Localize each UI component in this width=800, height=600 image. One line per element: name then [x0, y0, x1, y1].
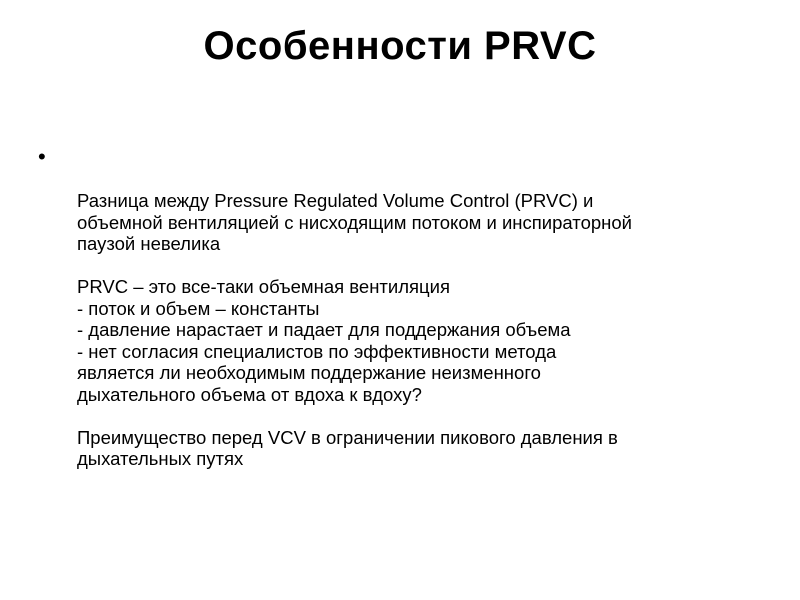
- slide-body: [77, 190, 777, 491]
- text-line: PRVC – это все-таки объемная вентиляция: [77, 276, 450, 297]
- text-line: дыхательного объема от вдоха к вдоху?: [77, 383, 422, 405]
- bullet-marker: •: [38, 144, 46, 169]
- text-line: паузой невелика: [77, 233, 221, 254]
- text-line: объемной вентиляцией с нисходящим потоком и инспираторной: [77, 211, 632, 233]
- paragraph-advantage: [77, 427, 777, 470]
- text-line: - нет согласия специалистов по эффективности метода: [77, 340, 557, 362]
- text-line: - давление нарастает и падает для поддержания объема: [77, 319, 571, 340]
- text-line: является ли необходимым поддержание неизменного: [77, 362, 541, 383]
- paragraph-difference: [77, 190, 777, 255]
- text-line: дыхательных путях: [77, 448, 244, 469]
- text-line: - поток и объем – константы: [77, 297, 320, 319]
- slide-title: Особенности PRVC: [203, 24, 597, 68]
- text-line: Преимущество перед VCV в ограничении пикового давления в: [77, 426, 618, 448]
- paragraph-prvc-volume: [77, 276, 777, 405]
- text-line: Разница между Pressure Regulated Volume Control (PRVC) и: [77, 190, 594, 211]
